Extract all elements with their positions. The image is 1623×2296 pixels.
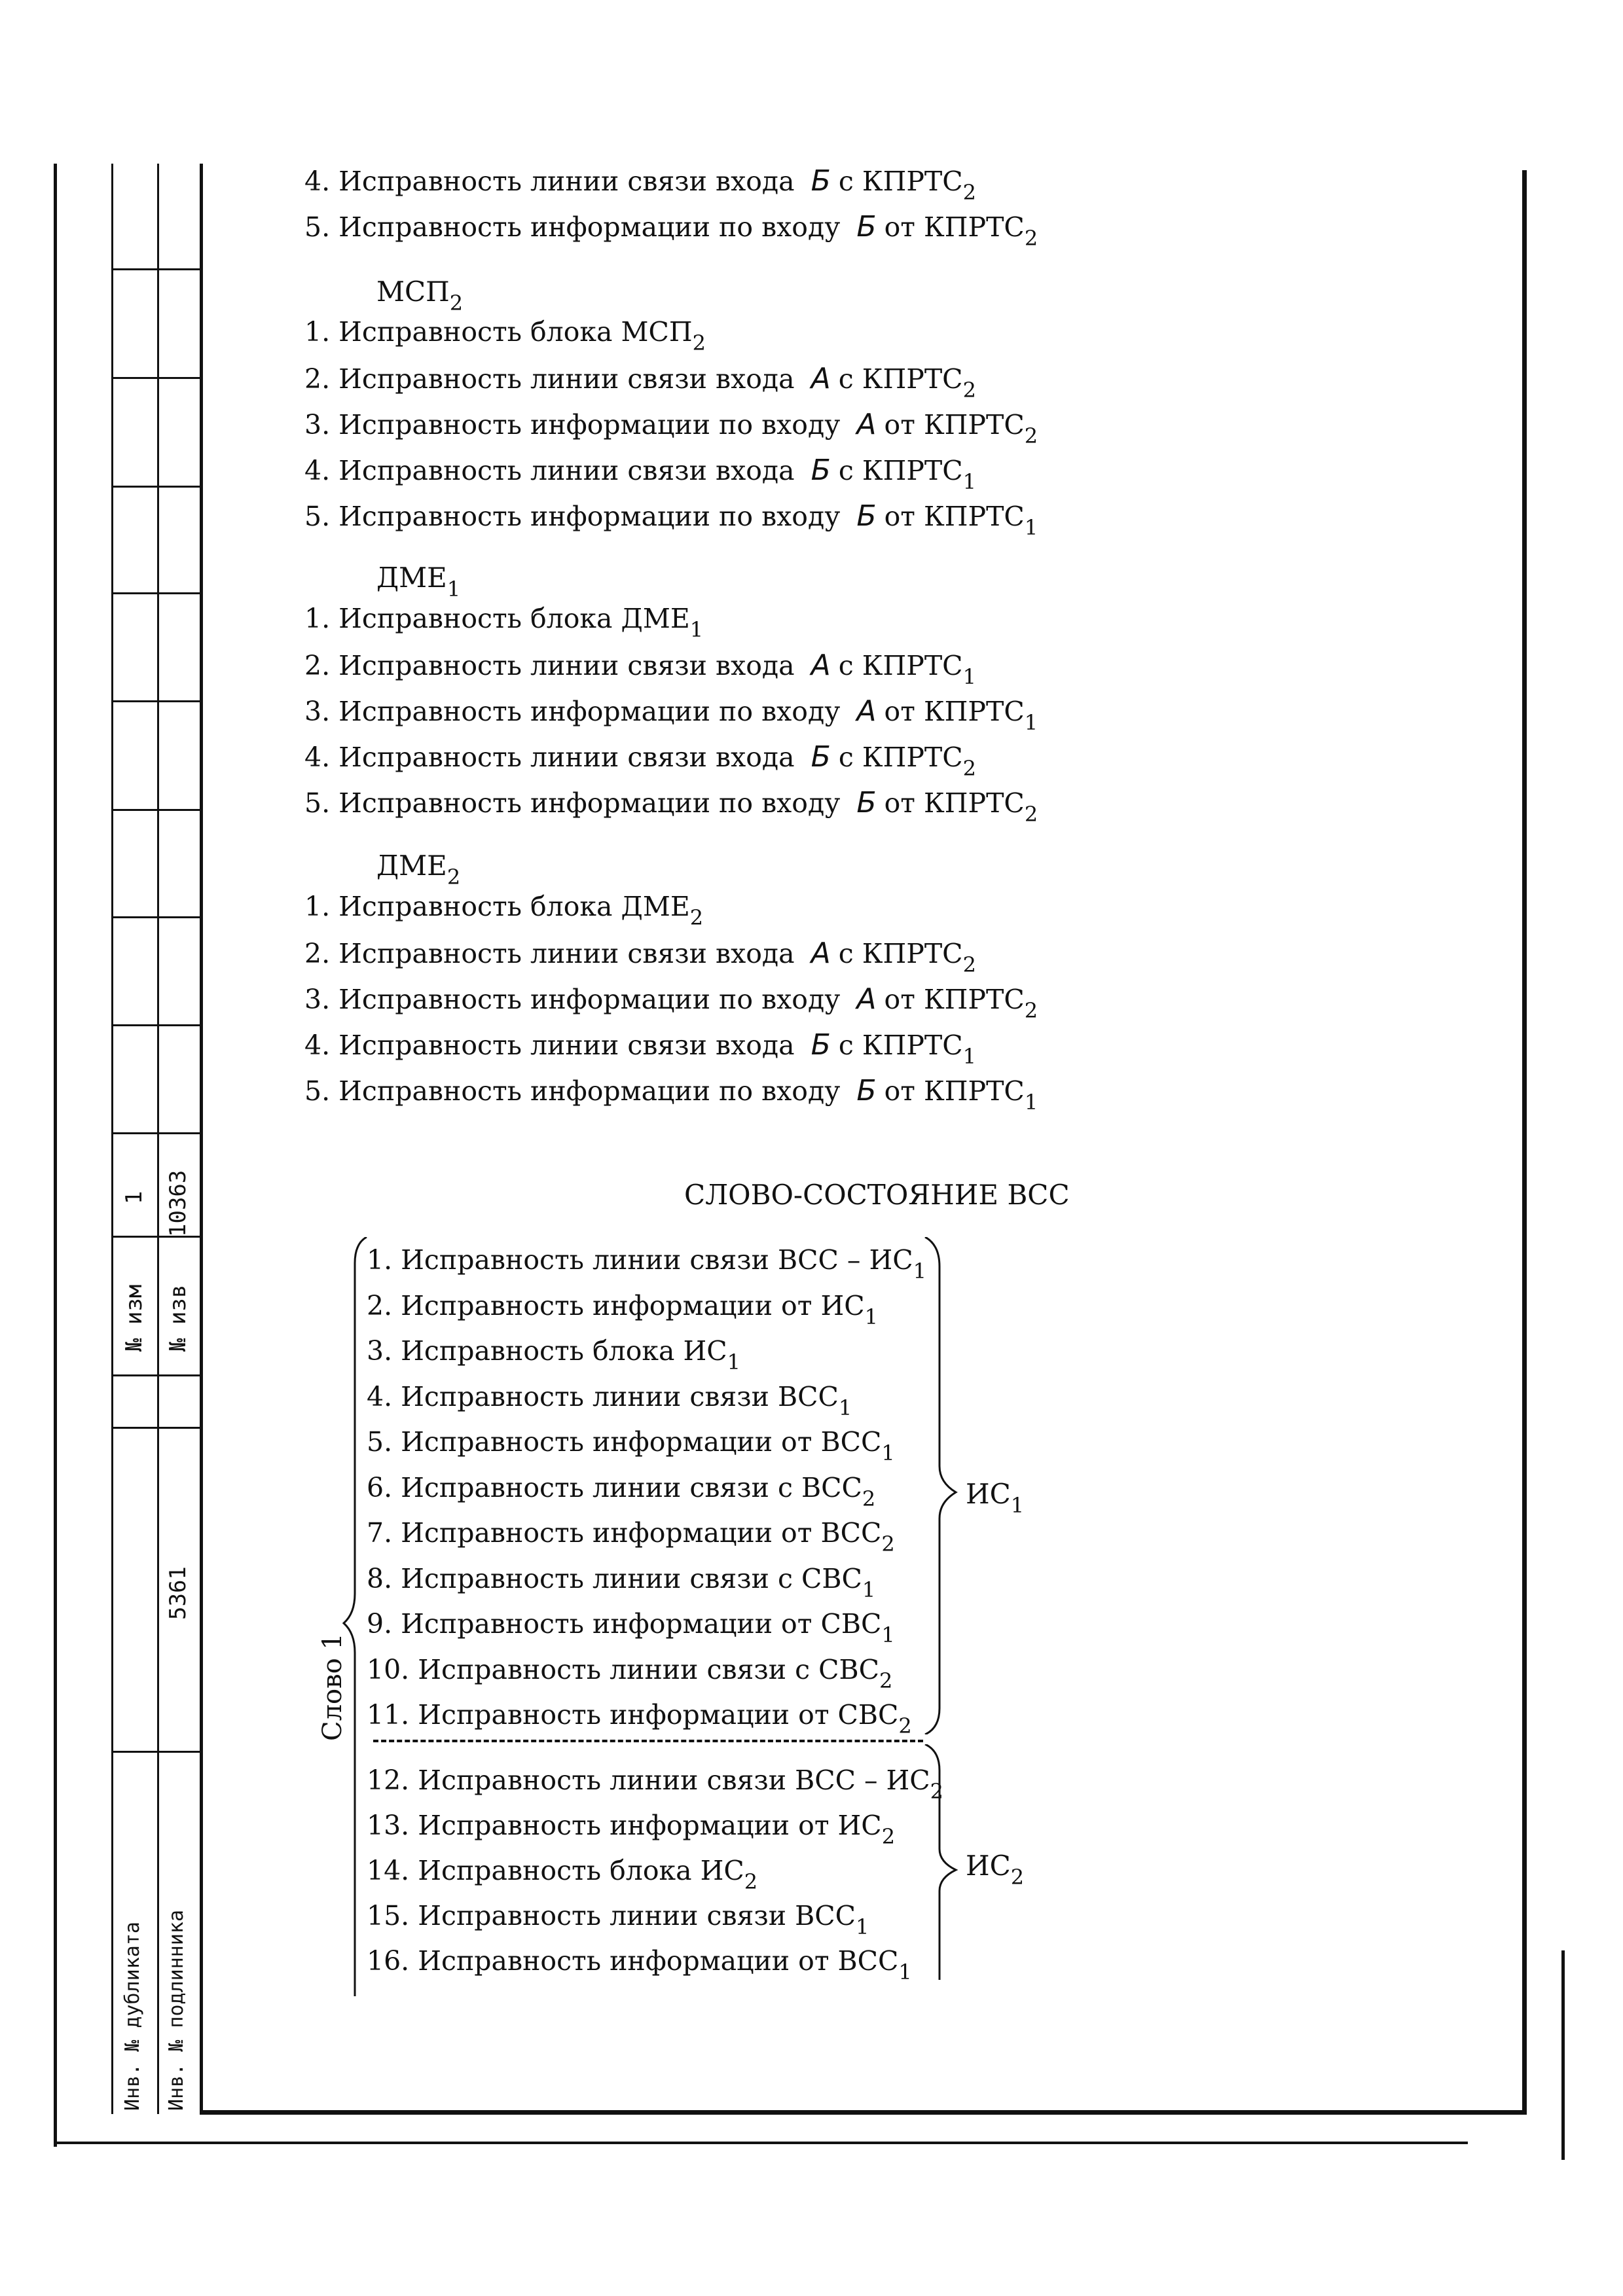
- word-item-subscript: 1: [913, 1259, 926, 1283]
- word-item-subscript: 1: [881, 1623, 895, 1647]
- item-subscript: 1: [962, 469, 976, 494]
- item-subscript: 2: [962, 756, 976, 781]
- frame-left-outer: [54, 164, 57, 2147]
- item-text: Исправность линии связи входа: [338, 363, 795, 395]
- word-item: [367, 1945, 912, 1984]
- item-number: 5.: [304, 1075, 331, 1107]
- item-subscript: 2: [1024, 998, 1038, 1023]
- item-device: КПРТС: [924, 211, 1025, 243]
- word-item: [367, 1653, 893, 1693]
- word-item-text: Исправность блока ИС: [418, 1855, 744, 1886]
- item-device: КПРТС: [924, 787, 1025, 819]
- item-subscript: 2: [1024, 423, 1038, 448]
- group-separator: [373, 1740, 923, 1742]
- word-item-text: Исправность линии связи с ВСС: [401, 1471, 862, 1503]
- word-item-text: Исправность линии связи ВСС: [401, 1380, 839, 1412]
- word-item-subscript: 1: [898, 1960, 912, 1984]
- word-item-subscript: 2: [898, 1713, 912, 1738]
- item-relation: от: [884, 211, 915, 243]
- block-heading: $ДМЕ_2$: [376, 850, 461, 889]
- item-device: КПРТС: [862, 938, 963, 969]
- item-subscript: 2: [1024, 226, 1038, 251]
- frame-right: [1522, 170, 1527, 2114]
- input-letter: Б: [811, 164, 831, 198]
- input-letter: А: [811, 649, 831, 682]
- item-text: Исправность блока ДМЕ: [338, 603, 690, 634]
- word-item-subscript: 1: [881, 1441, 895, 1465]
- word-item-subscript: 2: [881, 1824, 896, 1849]
- word-item-subscript: 2: [744, 1869, 758, 1894]
- frame-stamp-col2: [157, 164, 159, 2114]
- item-text: Исправность информации по входу: [338, 696, 841, 727]
- word-item-text: Исправность информации от ВСС: [401, 1517, 882, 1549]
- item-device: КПРТС: [924, 1075, 1025, 1107]
- word-item: [367, 1810, 896, 1849]
- word-item-subscript: 2: [879, 1668, 893, 1693]
- item-text: Исправность линии связи входа: [338, 742, 795, 773]
- word-item: [367, 1471, 876, 1511]
- change-no-label: № изм: [121, 1284, 147, 1352]
- item-number: 1.: [304, 603, 331, 634]
- item-subscript: 2: [962, 378, 976, 403]
- word-item-text: Исправность линии связи ВСС – ИС: [401, 1244, 913, 1276]
- item-number: 3.: [304, 409, 331, 440]
- word-item: [367, 1380, 852, 1420]
- item-number: 2.: [304, 363, 331, 395]
- word-item-text: Исправность блока ИС: [401, 1335, 727, 1367]
- block-heading: $ДМЕ_1$: [376, 562, 461, 601]
- item-number: 3.: [304, 984, 331, 1015]
- item-text: Исправность информации по входу: [338, 501, 841, 532]
- item-subscript: 1: [962, 664, 976, 689]
- stamp-sep: [111, 268, 202, 270]
- word-item-subscript: 1: [864, 1304, 878, 1329]
- dup-label: Инв. № дубликата: [121, 1922, 144, 2111]
- word-item-subscript: 2: [862, 1486, 876, 1511]
- item-subscript: 2: [689, 905, 704, 930]
- word-item-number: 16.: [367, 1945, 410, 1977]
- input-letter: Б: [856, 1074, 877, 1107]
- word-item-number: 1.: [367, 1244, 393, 1276]
- item-device: КПРТС: [862, 363, 963, 395]
- item-subscript: 2: [692, 331, 706, 355]
- group2-label: $ИС_2$: [966, 1850, 1025, 1890]
- item-relation: с: [838, 1030, 854, 1061]
- item-number: 3.: [304, 696, 331, 727]
- word-item-subscript: 1: [838, 1395, 852, 1420]
- word-brace: [340, 1237, 380, 1996]
- stamp-sep: [111, 809, 202, 811]
- item-text: Исправность информации по входу: [338, 787, 841, 819]
- orig-label: Инв. № подлинника: [165, 1909, 188, 2111]
- stamp-sep: [111, 916, 202, 918]
- input-letter: Б: [811, 454, 831, 487]
- item-text: Исправность информации по входу: [338, 211, 841, 243]
- word-item-subscript: 1: [855, 1914, 869, 1939]
- stamp-sep: [111, 1024, 202, 1026]
- item-text: Исправность линии связи входа: [338, 1030, 795, 1061]
- item-device: КПРТС: [862, 455, 963, 486]
- word-item-text: Исправность информации от ВСС: [401, 1426, 882, 1458]
- item-subscript: 1: [1024, 1090, 1038, 1115]
- input-letter: А: [811, 362, 831, 395]
- word-item: [367, 1608, 895, 1647]
- input-letter: А: [856, 982, 877, 1016]
- item-device: КПРТС: [923, 984, 1025, 1015]
- item-subscript: 2: [962, 180, 976, 205]
- word-item: [367, 1765, 944, 1804]
- word-label: Слово 1: [318, 1633, 348, 1741]
- stamp-sep: [111, 486, 202, 488]
- input-letter: Б: [811, 740, 831, 774]
- item-device: КПРТС: [862, 650, 963, 681]
- item-relation: с: [838, 650, 854, 681]
- item-number: 1.: [304, 891, 331, 922]
- item-subscript: 1: [1024, 515, 1038, 540]
- input-letter: А: [856, 408, 877, 441]
- item-subscript: 1: [689, 617, 704, 642]
- word-item: [367, 1335, 740, 1374]
- word-item-text: Исправность информации от ИС: [418, 1810, 882, 1841]
- item-number: 5.: [304, 211, 331, 243]
- word-item-number: 7.: [367, 1517, 393, 1549]
- word-item-number: 2.: [367, 1289, 393, 1321]
- word-item-subscript: 1: [727, 1350, 740, 1374]
- item-device: КПРТС: [923, 696, 1025, 727]
- input-letter: Б: [856, 210, 877, 243]
- item-number: 5.: [304, 501, 331, 532]
- word-item-text: Исправность линии связи с СВС: [401, 1562, 862, 1594]
- item-relation: от: [884, 984, 915, 1015]
- word-item-text: Исправность информации от СВС: [418, 1699, 899, 1731]
- stamp-sep: [111, 1132, 202, 1134]
- item-relation: с: [838, 363, 854, 395]
- word-item-text: Исправность линии связи ВСС – ИС: [418, 1765, 930, 1796]
- item-number: 5.: [304, 787, 331, 819]
- item-relation: от: [884, 696, 915, 727]
- item-text: Исправность линии связи входа: [338, 455, 795, 486]
- word-item: [367, 1426, 895, 1465]
- word-item-text: Исправность информации от СВС: [401, 1608, 882, 1640]
- word-item-text: Исправность линии связи с СВС: [418, 1653, 879, 1685]
- block-heading: $МСП_2$: [376, 276, 464, 315]
- word-item: [367, 1562, 876, 1602]
- item-device: КПРТС: [924, 501, 1025, 532]
- item-relation: от: [884, 501, 915, 532]
- item-relation: с: [838, 455, 854, 486]
- item-text: Исправность информации по входу: [338, 984, 841, 1015]
- word-item-text: Исправность информации от ИС: [401, 1289, 865, 1321]
- stamp-sep: [111, 700, 202, 702]
- word-item-number: 9.: [367, 1608, 393, 1640]
- item-subscript: 2: [962, 952, 976, 977]
- word-item-number: 8.: [367, 1562, 393, 1594]
- word-item-number: 6.: [367, 1471, 393, 1503]
- item-number: 4.: [304, 166, 331, 197]
- word-item-number: 3.: [367, 1335, 393, 1367]
- stamp-sep: [111, 1374, 202, 1376]
- item-subscript: 1: [1024, 710, 1038, 735]
- item-relation: с: [838, 166, 854, 197]
- item-text: Исправность блока ДМЕ: [338, 891, 690, 922]
- input-letter: Б: [811, 1028, 831, 1062]
- notice-no-label: № изв: [165, 1284, 191, 1352]
- item-subscript: 2: [1024, 802, 1038, 827]
- word-item-number: 13.: [367, 1810, 410, 1841]
- word-item-text: Исправность информации от ВСС: [418, 1945, 899, 1977]
- item-relation: с: [838, 938, 854, 969]
- word-item-text: Исправность линии связи ВСС: [418, 1900, 856, 1931]
- item-text: Исправность информации по входу: [338, 1075, 841, 1107]
- word-item: [367, 1517, 895, 1556]
- group1-brace: [920, 1237, 966, 1734]
- word-item: [367, 1289, 878, 1329]
- item-number: 2.: [304, 650, 331, 681]
- input-letter: А: [856, 694, 877, 728]
- word-item-number: 11.: [367, 1699, 410, 1731]
- item-number: 1.: [304, 316, 331, 348]
- notice-no-value: 10363: [165, 1170, 191, 1237]
- word-item-number: 4.: [367, 1380, 393, 1412]
- word-item: [367, 1244, 926, 1283]
- item-relation: от: [884, 787, 915, 819]
- item-subscript: 1: [962, 1044, 976, 1069]
- word-item-subscript: 2: [930, 1779, 944, 1804]
- word-item-number: 12.: [367, 1765, 410, 1796]
- frame-stamp-col3: [200, 164, 203, 2114]
- section-title: СЛОВО-СОСТОЯНИЕ ВСС: [684, 1179, 1070, 1211]
- item-relation: от: [884, 409, 915, 440]
- word-item: [367, 1900, 869, 1939]
- item-text: Исправность блока МСП: [338, 316, 693, 348]
- input-letter: Б: [856, 786, 877, 819]
- word-item-number: 14.: [367, 1855, 410, 1886]
- frame-right-outer: [1561, 1950, 1565, 2160]
- frame-stamp-col1: [111, 164, 113, 2114]
- item-device: КПРТС: [923, 409, 1025, 440]
- item-relation: с: [838, 742, 854, 773]
- word-item-number: 10.: [367, 1653, 410, 1685]
- stamp-sep: [111, 377, 202, 379]
- group1-label: $ИС_1$: [966, 1478, 1025, 1518]
- word-item-subscript: 1: [862, 1577, 876, 1602]
- item-device: КПРТС: [862, 1030, 963, 1061]
- stamp-sep: [111, 592, 202, 594]
- word-item-number: 5.: [367, 1426, 393, 1458]
- change-no-value: 1: [121, 1191, 147, 1204]
- item-text: Исправность информации по входу: [338, 409, 841, 440]
- item-number: 2.: [304, 938, 331, 969]
- stamp-sep: [111, 1751, 202, 1753]
- word-item: [367, 1855, 758, 1894]
- item-device: КПРТС: [862, 742, 963, 773]
- item-device: КПРТС: [862, 166, 963, 197]
- item-number: 4.: [304, 742, 331, 773]
- item-text: Исправность линии связи входа: [338, 938, 795, 969]
- stamp-sep: [111, 1427, 202, 1429]
- word-item: [367, 1699, 912, 1738]
- item-text: Исправность линии связи входа: [338, 166, 795, 197]
- word-item-number: 15.: [367, 1900, 410, 1931]
- item-relation: от: [884, 1075, 915, 1107]
- item-number: 4.: [304, 1030, 331, 1061]
- group2-brace: [920, 1744, 966, 1980]
- item-number: 4.: [304, 455, 331, 486]
- input-letter: А: [811, 937, 831, 970]
- word-item-subscript: 2: [881, 1532, 895, 1556]
- orig-no-value: 5361: [165, 1566, 191, 1620]
- input-letter: Б: [856, 499, 877, 533]
- item-text: Исправность линии связи входа: [338, 650, 795, 681]
